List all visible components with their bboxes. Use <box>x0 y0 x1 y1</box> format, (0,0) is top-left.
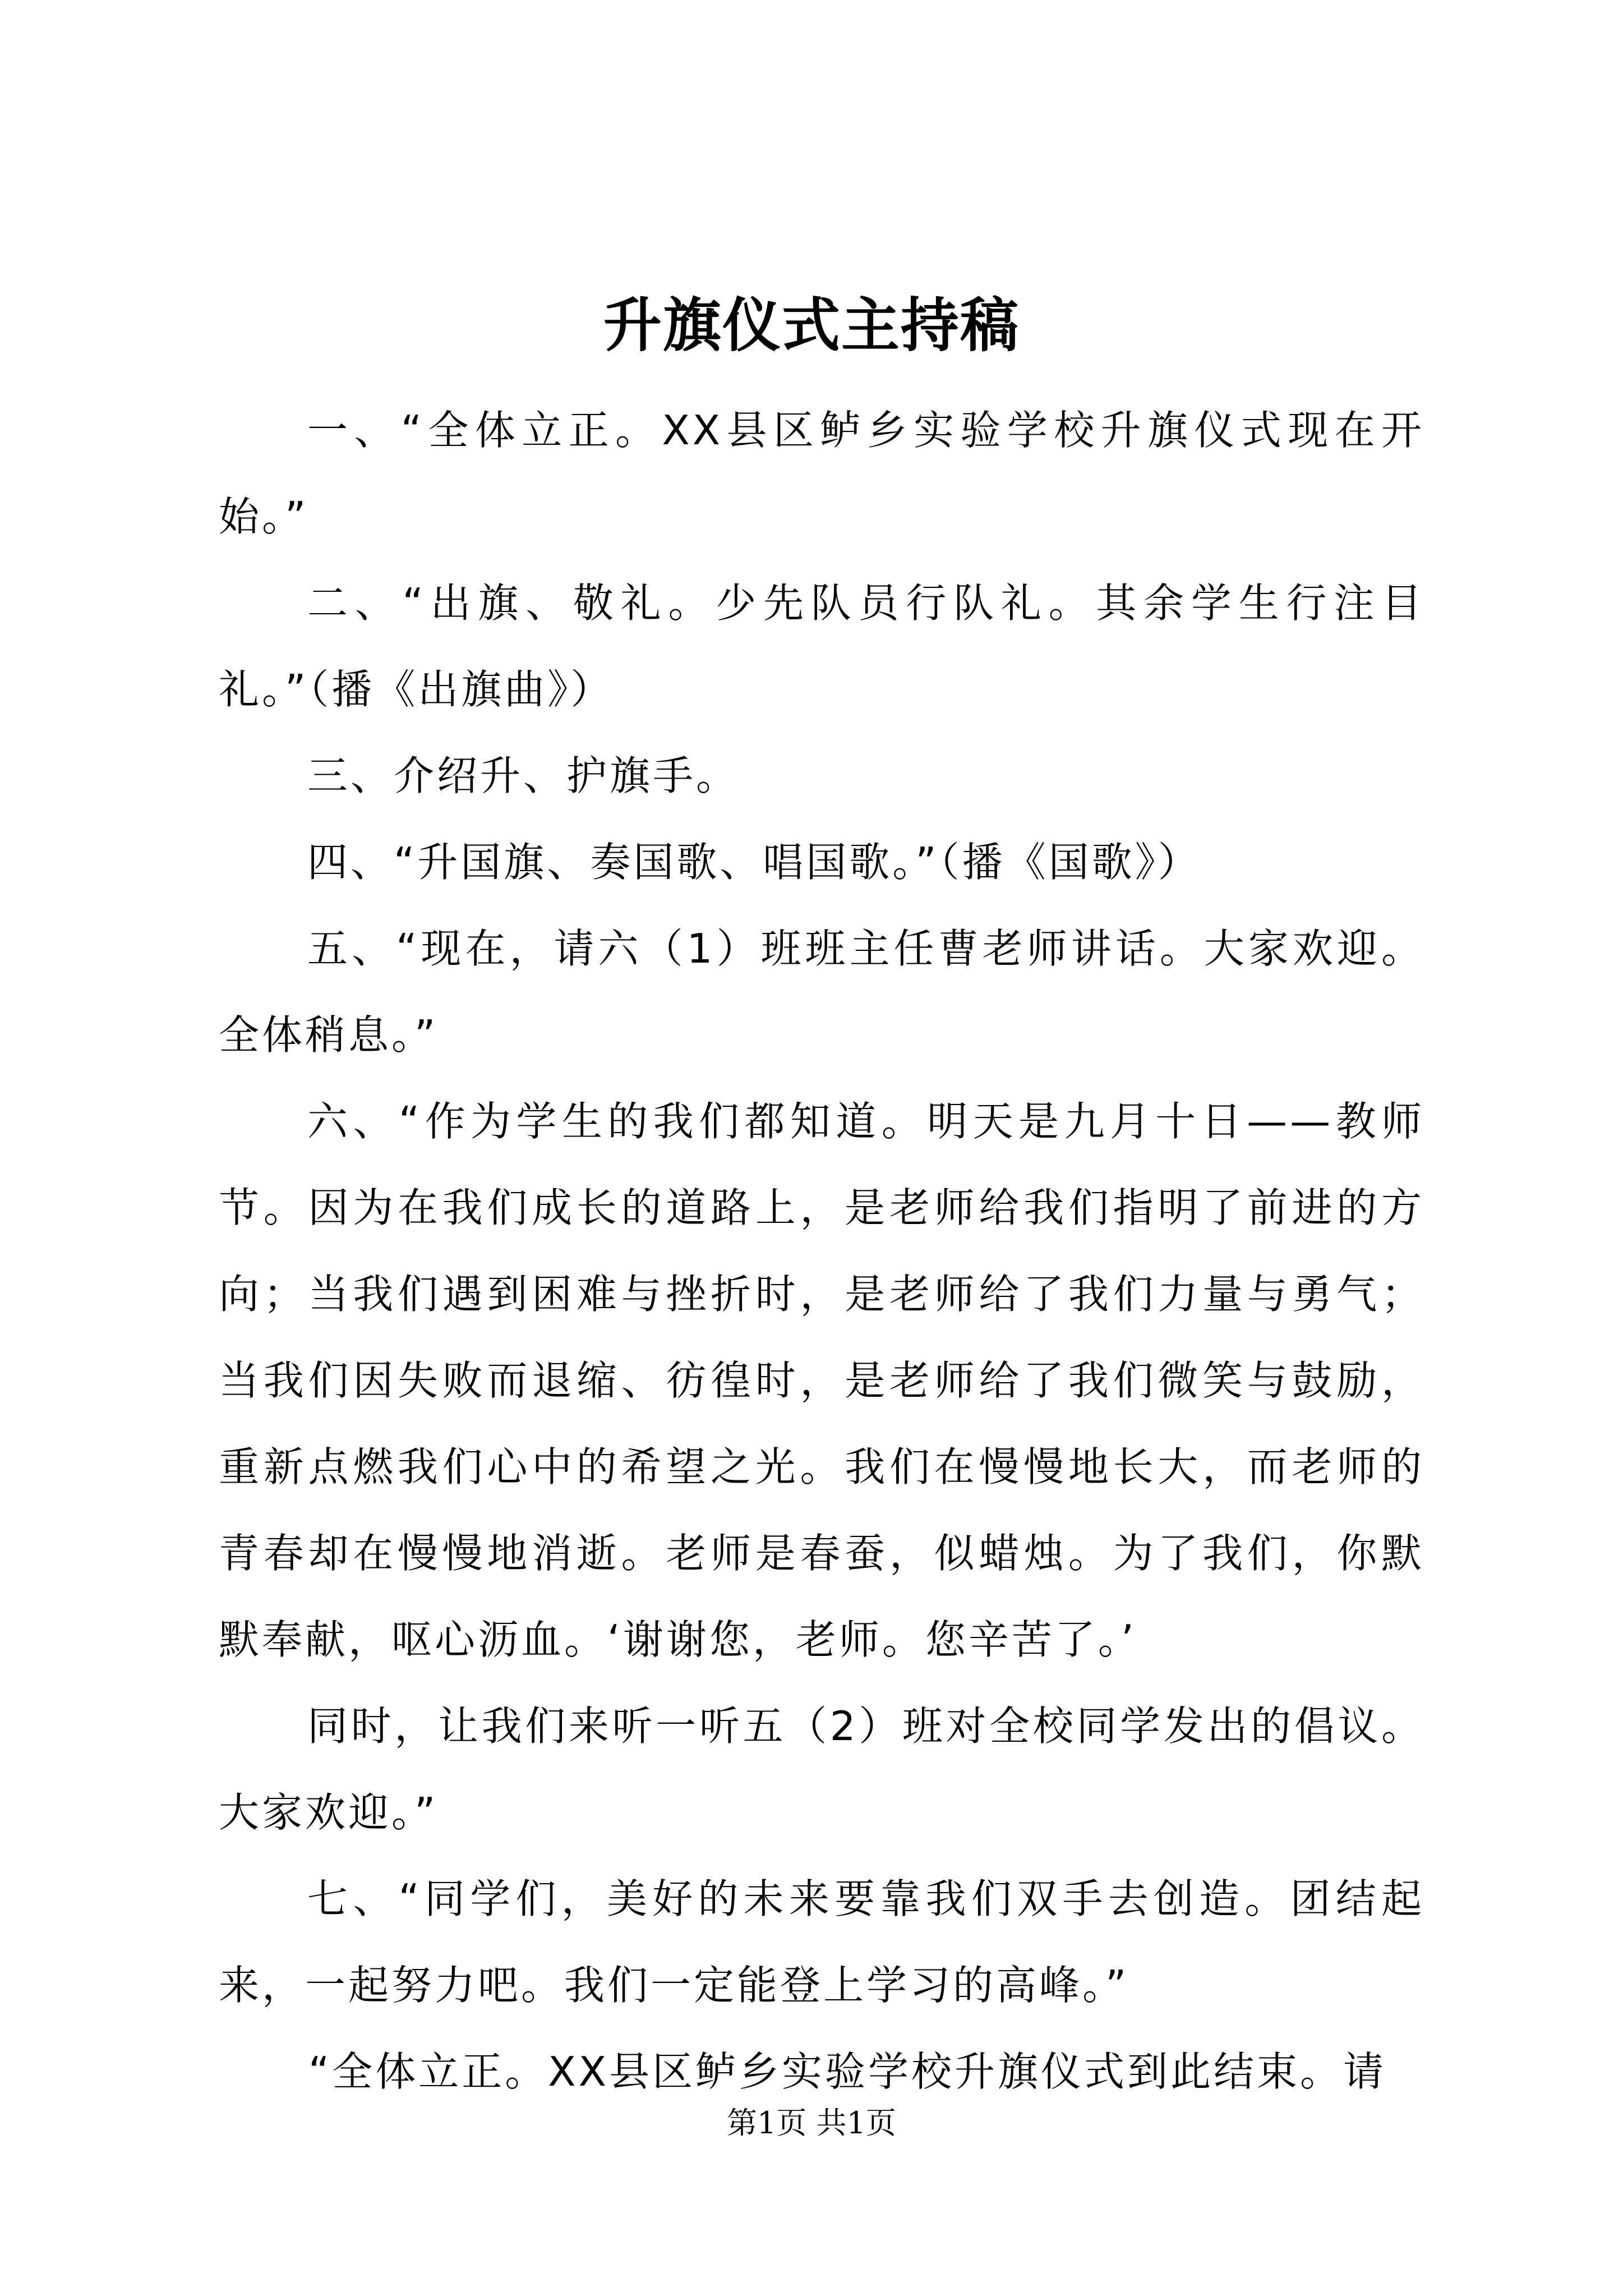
paragraph-2: 二、“出旗、敬礼。少先队员行队礼。其余学生行注目礼。”（播《出旗曲》） <box>219 579 1424 713</box>
paragraph-9: “全体立正。XX县区鲈乡实验学校升旗仪式到此结束。请 <box>308 2048 1386 2095</box>
paragraph-1: 一、“全体立正。XX县区鲈乡实验学校升旗仪式现在开始。” <box>219 407 1424 540</box>
paragraph-6: 六、“作为学生的我们都知道。明天是九月十日——教师节。因为在我们成长的道路上，是老师给我们指明了前进的方向；当我们遇到困难与挫折时，是老师给了我们力量与勇气；当我们因失败而退缩、彷徨时，是老师给了我们微笑与鼓励，重新点燃我们心中的希望之光。我们在慢慢地长大，而老师的青春却在慢慢地消逝。老师是春蚕，似蜡烛。为了我们，你默默奉献，呕心沥血。‘谢谢您，老师。您辛苦了。’ <box>219 1098 1424 1663</box>
paragraph-3: 三、介绍升、护旗手。 <box>307 752 740 799</box>
paragraph-4: 四、“升国旗、奏国歌、唱国歌。”（播《国歌》） <box>307 839 1201 886</box>
document-body <box>219 387 1424 2115</box>
paragraph-7: 同时，让我们来听一听五（2）班对全校同学发出的倡议。大家欢迎。” <box>219 1703 1424 1836</box>
paragraph-8: 七、“同学们，美好的未来要靠我们双手去创造。团结起来，一起努力吧。我们一定能登上学习的高峰。” <box>219 1875 1424 2009</box>
paragraph-5: 五、“现在，请六（1）班班主任曹老师讲话。大家欢迎。全体稍息。” <box>219 925 1424 1059</box>
document-title: 升旗仪式主持稿 <box>603 291 1020 360</box>
page-footer: 第1页 共1页 <box>727 2105 896 2141</box>
